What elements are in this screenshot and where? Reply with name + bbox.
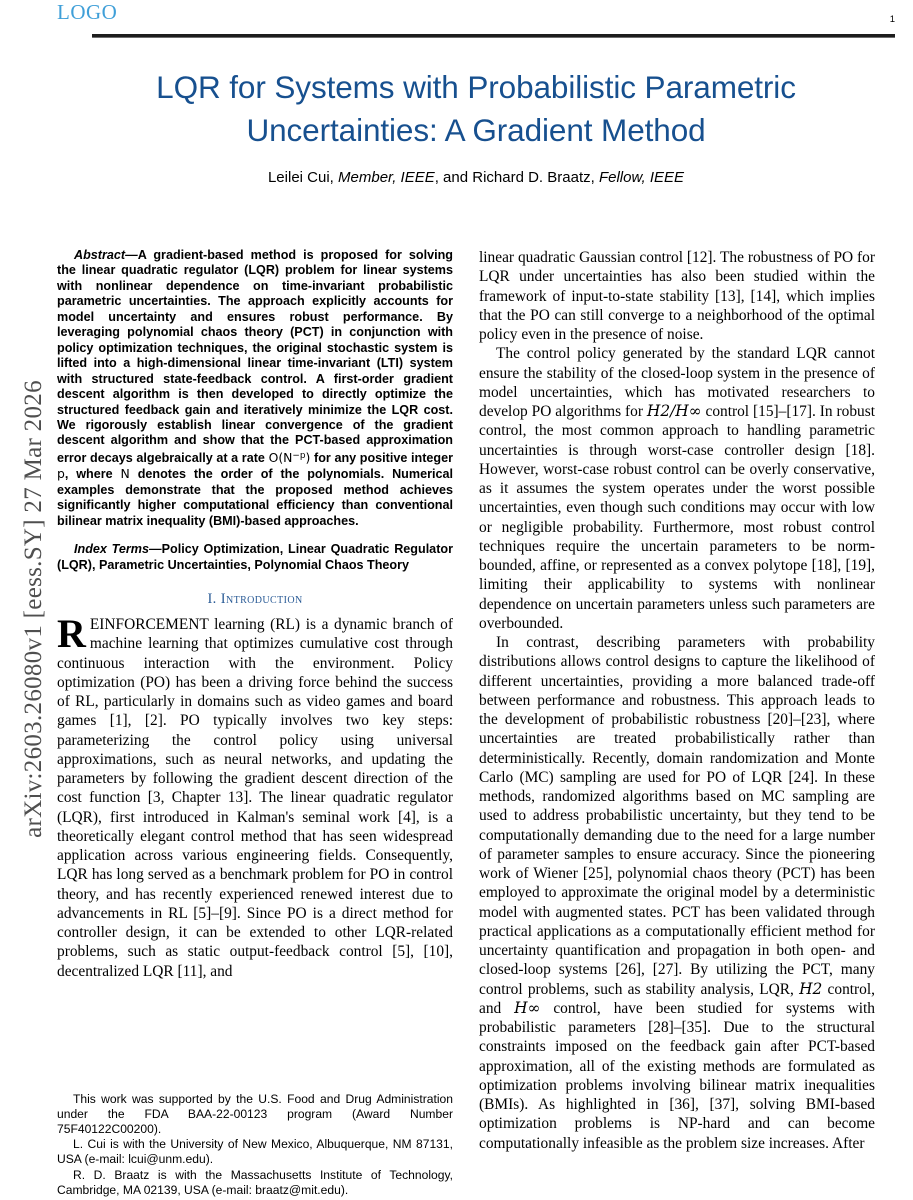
introduction-paragraph-1	[57, 611, 453, 981]
math-hinf: H∞	[514, 998, 541, 1017]
left-column	[57, 248, 453, 1198]
drop-cap-letter: R	[57, 611, 86, 657]
footnotes-block	[57, 1092, 453, 1198]
math-h2: H2	[799, 979, 823, 998]
abstract-var-p: p	[57, 466, 65, 482]
abstract-text-part-2: for any positive integer	[310, 450, 454, 465]
index-terms-label: Index Terms—	[74, 542, 162, 557]
author-membership-1: Member, IEEE	[338, 169, 435, 186]
right-paragraph-continued: linear quadratic Gaussian control [12]. The robustness of PO for LQR under uncertainties has also been studied within the framework of input-to-state stability [13], [14], which implies that the PO can still converge to a neighborhood of the optimal policy even in the presence of noise.	[479, 249, 875, 343]
author-part-2: , and Richard D. Braatz,	[434, 169, 599, 186]
page-title: LQR for Systems with Probabilistic Parametric Uncertainties: A Gradient Method	[156, 69, 796, 148]
index-terms-text: Policy Optimization, Linear Quadratic Regulator (LQR), Parametric Uncertainties, Polynomial Chaos Theory	[57, 542, 453, 572]
right-paragraph-3-text-c: control, have been studied for systems with probabilistic parameters [28]–[35]. Due to the structural constraints imposed on the feedback gain after PCT-based approximation, all of the existing methods are formulated as optimization problems involving bilinear matrix inequalities (BMIs). As highlighted in [36], [37], solving BMI-based optimization problems is NP-hard and can become computationally infeasible as the problem size increases. After	[479, 999, 875, 1152]
page-header	[57, 0, 895, 40]
right-paragraph-3-text-b: control, and	[479, 980, 875, 1017]
footnote-author-braatz: R. D. Braatz is with the Massachusetts Institute of Technology, Cambridge, MA 02139, USA (e-mail: braatz@mit.edu).	[57, 1167, 453, 1197]
author-membership-2: Fellow, IEEE	[598, 169, 685, 186]
right-paragraph-2	[479, 344, 875, 633]
right-paragraph-3-text-a: In contrast, describing parameters with probability distributions allows control designs to capture the likelihood of different uncertainties, providing a more balanced trade-off between performance and robustness. This approach leads to the development of probabilistic robustness [20]–[23], where uncertainties are treated probabilistically rather than deterministically. Recently, domain randomization and Monte Carlo (MC) sampling are used for PO of LQR [24]. In these methods, randomized algorithms based on MC sampling are used to address probabilistic uncertainty, but they tend to be computationally demanding due to the need for a large number of parameter samples to ensure accuracy. Since the pioneering work of Wiener [25], polynomial chaos theory (PCT) has been employed to approximate the original model by a deterministic model with augmented states. PCT has been validated through practical applications as a computationally efficient method for uncertainty quantification and propagation in both open- and closed-loop systems [26], [27]. By utilizing the PCT, many control problems, such as stability analysis, LQR,	[479, 634, 875, 998]
abstract-bigo-base: O(N	[268, 449, 293, 465]
abstract-bigo-notation	[269, 450, 311, 465]
index-terms-paragraph	[57, 542, 453, 573]
introduction-paragraph-1-text: EINFORCEMENT learning (RL) is a dynamic branch of machine learning that optimizes cumulative cost through continuous interaction with the environment. Policy optimization (PO) has been a driving force behind the success of RL, particularly in domains such as video games and board games [1], [2]. PO typically involves two key steps: parameterizing the control policy using universal approximations, such as neural networks, and updating the parameters by following the gradient descent direction of the cost function [3, Chapter 13]. The linear quadratic regulator (LQR), first introduced in Kalman's seminal work [4], is a theoretically elegant control method that has seen widespread application across various engineering fields. Consequently, LQR has long served as a benchmark problem for PO in control theory, and has recently experienced renewed interest due to advancements in RL [5]–[9]. Since PO is a direct method for controller design, it can be extended to other LQR-related problems, such as static output-feedback control [5], [10], decentralized LQR [11], and	[57, 616, 453, 980]
page-number: 1	[889, 14, 895, 25]
footnote-funding: This work was supported by the U.S. Food and Drug Administration under the FDA BAA-22-00123 program (Award Number 75F40122C00200).	[57, 1091, 453, 1136]
section-heading-introduction: I. Introduction	[207, 591, 303, 608]
journal-logo: LOGO	[57, 0, 118, 24]
paper-page	[57, 0, 895, 1200]
abstract-paragraph	[57, 248, 453, 529]
arxiv-identifier-stamp: arXiv:2603.26080v1 [eess.SY] 27 Mar 2026	[20, 380, 47, 838]
abstract-bigo-exponent: −p	[292, 450, 306, 461]
author-line	[57, 169, 895, 186]
right-paragraph-3	[479, 633, 875, 1153]
abstract-text-part-3: , where	[64, 467, 121, 482]
abstract-bigo-close: )	[305, 449, 311, 465]
right-paragraph-2-text-a: The control policy generated by the standard LQR cannot ensure the stability of the closed-loop system in the presence of model uncertainties, which has motivated researchers to develop PO algorithms for	[479, 345, 875, 420]
math-h2-hinf: H2/H∞	[646, 402, 702, 420]
right-column	[479, 248, 875, 1198]
abstract-var-n: N	[120, 466, 130, 482]
abstract-text-part-4: denotes the order of the polynomials. Numerical examples demonstrate that the proposed method achieves significantly higher computational efficiency than conventional bilinear matrix inequality (BMI)-based approaches.	[57, 467, 453, 528]
author-part-1: Leilei Cui,	[267, 169, 339, 186]
right-paragraph-2-text-b: control [15]–[17]. In robust control, the most common approach to handling parametric uncertainties is through worst-case controller design [18]. However, worst-case robust control can be overly conservative, as it assumes the system operates under the worst possible uncertainties, even though such conditions may occur with low or negligible probability. Furthermore, most robust control techniques require the uncertain parameters to be norm-bounded, affine, or represented as a convex polytope [18], [19], limiting their applicability to systems with nonlinear dependence on uncertain parameters unless such parameters are overbounded.	[479, 403, 876, 632]
abstract-label: Abstract—	[74, 248, 138, 262]
abstract-text-part-1: A gradient-based method is proposed for solving the linear quadratic regulator (LQR) problem for linear systems with nonlinear dependence on time-invariant probabilistic parametric uncertainties. The approach explicitly accounts for model uncertainty and ensures robust performance. By leveraging polynomial chaos theory (PCT) in conjunction with policy optimization techniques, the original stochastic system is lifted into a high-dimensional linear time-invariant (LTI) system with structured state-feedback control. A first-order gradient descent algorithm is then developed to directly optimize the structured feedback gain and iteratively minimize the LQR cost. We rigorously establish linear convergence of the gradient descent algorithm and show that the PCT-based approximation error decays algebraically at a rate	[57, 248, 453, 465]
footnote-author-cui: L. Cui is with the University of New Mexico, Albuquerque, NM 87131, USA (e-mail: lcui@unm.edu).	[57, 1137, 453, 1167]
body-columns	[57, 248, 895, 1198]
header-rule	[92, 34, 895, 38]
